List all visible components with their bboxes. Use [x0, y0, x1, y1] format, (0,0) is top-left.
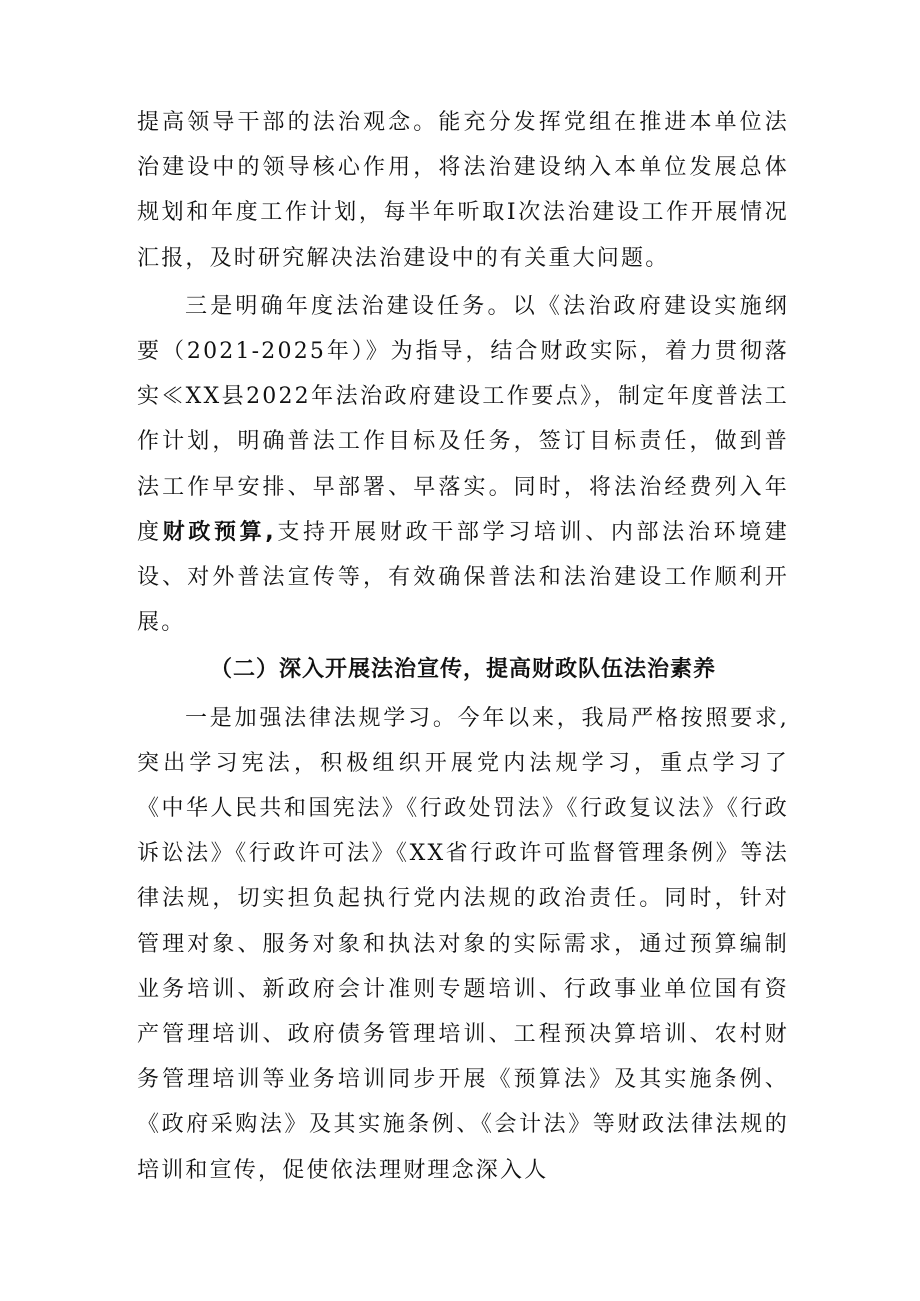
document-body — [137, 100, 789, 1193]
section-heading: （二）深入开展法治宣传，提高财政队伍法治素养 — [209, 657, 716, 683]
paragraph-1: 提高领导干部的法治观念。能充分发挥党组在推进本单位法治建设中的领导核心作用，将法治建设纳入本单位发展总体规划和年度工作计划，每半年听取I次法治建设工作开展情况汇报，及时研究解决法治建设中的有关重大问题。 — [137, 110, 789, 271]
paragraph-2-bold-term: 财政预算, — [162, 519, 276, 545]
paragraph-3: 一是加强法律法规学习。今年以来，我局严格按照要求,突出学习宪法，积极组织开展党内法规学习，重点学习了《中华人民共和国宪法》《行政处罚法》《行政复议法》《行政诉讼法》《行政许可法》《XX省行政许可监督管理条例》等法律法规，切实担负起执行党内法规的政治责任。同时，针对管理对象、服务对象和执法对象的实际需求，通过预算编制业务培训、新政府会计准则专题培训、行政事业单位国有资产管理培训、政府债务管理培训、工程预决算培训、农村财务管理培训等业务培训同步开展《预算法》及其实施条例、《政府采购法》及其实施条例、《会计法》等财政法律法规的培训和宣传，促使依法理财理念深入人 — [137, 705, 789, 1183]
paragraph-2-text-end: 支持开展财政干部学习培训、内部法治环境建设、对外普法宣传等，有效确保普法和法治建设工作顺利开展。 — [137, 519, 789, 636]
paragraph-2 — [137, 284, 789, 646]
paragraph-2-text-start: 三是明确年度法治建设任务。以《法治政府建设实施纲要（2021-2025年）》为指导，结合财政实际，着力贯彻落实≪XX县2022年法治政府建设工作要点》，制定年度普法工作计划，明确普法工作目标及任务，签订目标责任，做到普法工作早安排、早部署、早落实。同时，将法治经费列入年度 — [137, 293, 789, 545]
